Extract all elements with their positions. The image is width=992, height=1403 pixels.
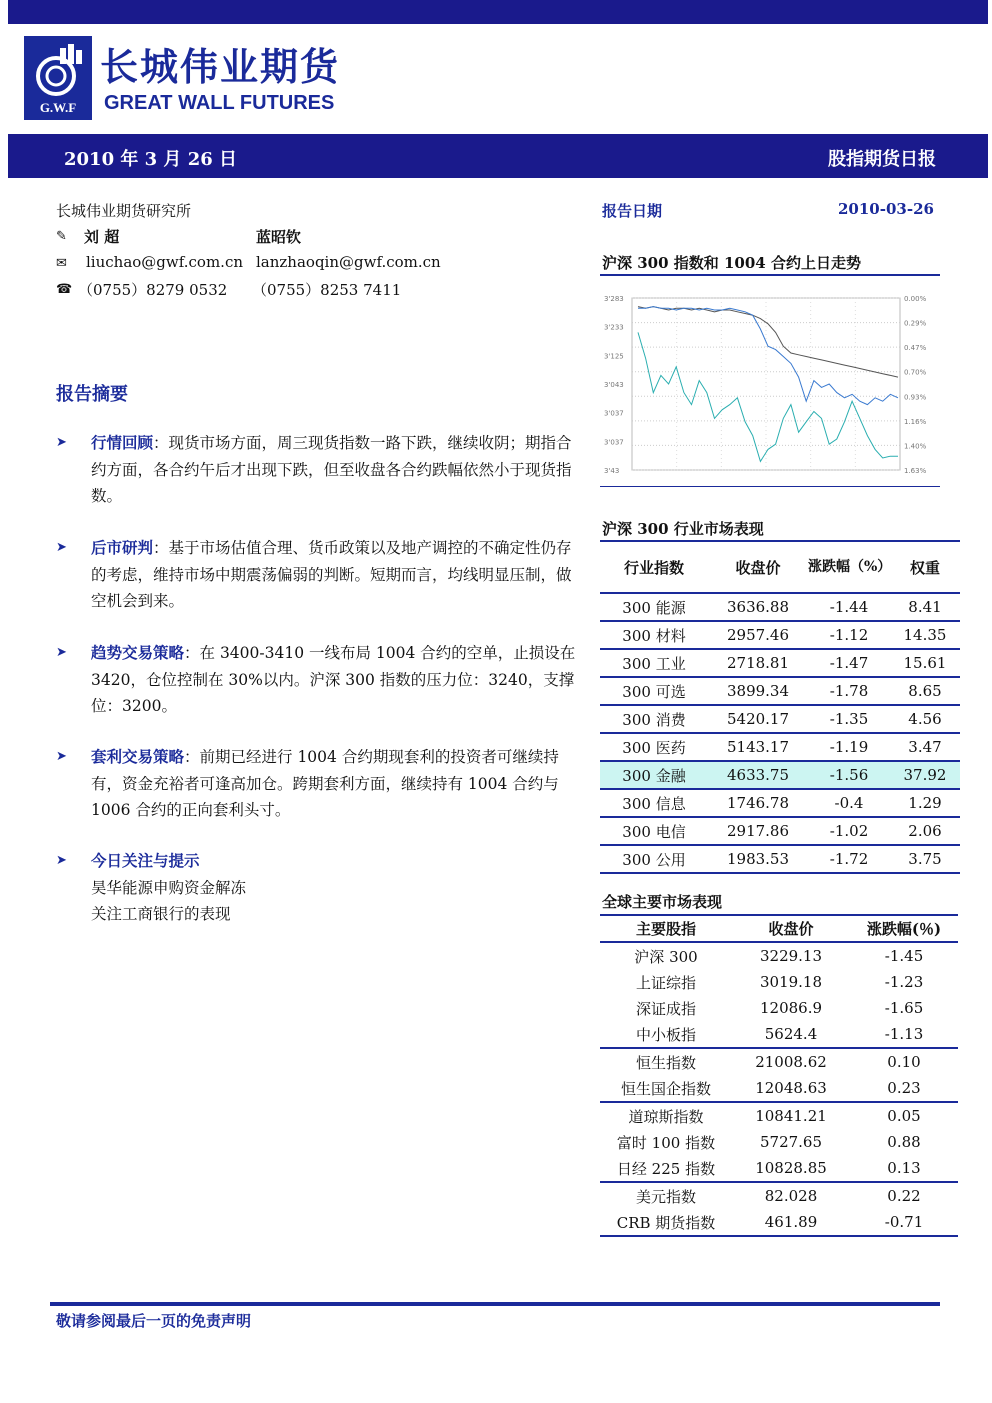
table-cell: 4.56	[890, 705, 960, 733]
right-tick-label: 1.16%	[904, 417, 927, 426]
table-cell: -1.44	[808, 593, 890, 621]
table-cell: -1.47	[808, 649, 890, 677]
table-cell: 461.89	[732, 1209, 850, 1236]
table-cell: 0.05	[887, 1107, 921, 1125]
table-row	[600, 969, 958, 995]
report-date-value: 2010-03-26	[838, 200, 934, 218]
table-cell: 3019.18	[759, 973, 823, 991]
contact-phone-2: （0755）8253 7411	[252, 281, 402, 299]
envelope-icon: ✉	[56, 256, 67, 271]
table-cell: 3229.13	[759, 947, 823, 965]
sector-table	[600, 542, 960, 874]
disclaimer-note: 敬请参阅最后一页的免责声明	[56, 1312, 252, 1330]
summary-text: ：基于市场估值合理、货币政策以及地产调控的不确定性仍存的考虑，维持市场中期震荡偏弱的判断。短期而言，均线明显压制，做空机会到来。	[91, 539, 572, 610]
right-tick-label: 1.63%	[904, 467, 927, 475]
table-cell: 上证综指	[635, 973, 696, 992]
table-cell: 0.10	[887, 1053, 921, 1071]
table-cell: 2.06	[890, 817, 960, 845]
table-cell: 300 公用	[600, 845, 708, 873]
table-cell: 5624.4	[732, 1021, 850, 1048]
header-cell: 收盘价	[732, 915, 850, 942]
chart-frame	[632, 298, 900, 470]
contact-phone-1: （0755）8279 0532	[78, 281, 228, 299]
table-header-row	[600, 915, 958, 942]
contact-email-2[interactable]: lanzhaoqin@gwf.com.cn	[256, 253, 441, 271]
table-cell: 中小板指	[600, 1021, 732, 1048]
table-cell: 300 可选	[600, 677, 708, 705]
table-row	[600, 1129, 958, 1155]
table-cell: 3.75	[890, 845, 960, 873]
table-cell: 深证成指	[635, 999, 696, 1018]
table-cell: 1983.53	[708, 845, 808, 873]
focus-line: 昊华能源申购资金解冻	[91, 878, 247, 897]
global-table-title: 全球主要市场表现	[602, 893, 723, 911]
table-cell: 0.23	[850, 1075, 958, 1102]
table-row	[600, 1102, 958, 1129]
table-cell: 14.35	[890, 621, 960, 649]
table-cell: 300 工业	[600, 649, 708, 677]
arrow-bullet-icon: ➤	[56, 749, 67, 764]
arrow-bullet-icon: ➤	[56, 645, 67, 660]
table-row	[600, 733, 960, 761]
table-row	[600, 1155, 958, 1182]
table-row	[600, 621, 960, 649]
table-cell: 2718.81	[708, 649, 808, 677]
left-tick-label: 3'43	[604, 467, 620, 475]
arrow-bullet-icon: ➤	[56, 435, 67, 450]
table-cell: -1.56	[808, 761, 890, 789]
summary-keyword: 套利交易策略	[91, 747, 185, 766]
table-cell: 4633.75	[708, 761, 808, 789]
global-table	[600, 915, 958, 1237]
date-bar	[8, 134, 988, 178]
table-cell: 10841.21	[755, 1107, 827, 1125]
table-row	[600, 677, 960, 705]
table-cell: 10828.85	[732, 1155, 850, 1182]
table-cell: 15.61	[890, 649, 960, 677]
table-cell: 5420.17	[708, 705, 808, 733]
intraday-chart	[600, 282, 940, 482]
arrow-bullet-icon: ➤	[56, 853, 67, 868]
phone-icon: ☎	[56, 282, 73, 297]
summary-item	[56, 640, 581, 720]
right-tick-label: 0.93%	[904, 393, 927, 402]
table-cell: 3899.34	[708, 677, 808, 705]
edit-icon: ✎	[56, 229, 67, 244]
table-cell: 沪深 300	[634, 947, 698, 966]
table-header-row	[600, 542, 960, 593]
table-cell: -1.02	[808, 817, 890, 845]
table-row	[600, 789, 960, 817]
table-cell: 5727.65	[759, 1133, 823, 1151]
contact-names-row	[56, 226, 67, 244]
brand-name-cn: 长城伟业期货	[100, 45, 341, 89]
table-cell: 2957.46	[708, 621, 808, 649]
table-row	[600, 761, 960, 789]
brand-name-en: GREAT WALL FUTURES	[104, 92, 335, 114]
series-line-2	[638, 307, 898, 405]
right-tick-label: 0.29%	[904, 319, 927, 328]
table-row	[600, 995, 958, 1021]
table-cell: 12086.9	[759, 999, 823, 1017]
table-cell: -1.23	[884, 973, 924, 991]
chart-title: 沪深 300 指数和 1004 合约上日走势	[602, 254, 861, 272]
institute-name: 长城伟业期货研究所	[56, 202, 192, 220]
table-cell: 日经 225 指数	[600, 1155, 732, 1182]
report-date-header: 2010 年 3 月 26 日	[64, 149, 238, 170]
table-cell: 0.88	[887, 1133, 921, 1151]
table-cell: 5143.17	[708, 733, 808, 761]
table-cell: -1.72	[808, 845, 890, 873]
table-row	[600, 593, 960, 621]
summary-item	[56, 848, 581, 928]
table-cell: -0.4	[808, 789, 890, 817]
table-cell: 300 能源	[600, 593, 708, 621]
table-cell: 37.92	[890, 761, 960, 789]
focus-line: 关注工商银行的表现	[91, 905, 231, 923]
header-cell: 涨跌幅（%）	[808, 542, 890, 593]
summary-item	[56, 744, 581, 824]
table-cell: 0.22	[887, 1187, 921, 1205]
table-cell: 21008.62	[755, 1053, 827, 1071]
table-cell: 富时 100 指数	[616, 1133, 716, 1152]
right-tick-label: 0.70%	[904, 368, 927, 377]
header-cell: 涨跌幅(％)	[850, 915, 958, 942]
report-type: 股指期货日报	[828, 149, 936, 170]
summary-text: ：在 3400-3410 一线布局 1004 合约的空单，止损设在 3420，仓位控制在 30%以内。沪深 300 指数的压力位：3240，支撑位：3200。	[91, 644, 576, 715]
contact-email-1[interactable]: liuchao@gwf.com.cn	[86, 253, 244, 271]
table-row	[600, 649, 960, 677]
table-cell: 12048.63	[732, 1075, 850, 1102]
header-cell: 收盘价	[708, 542, 808, 593]
table-cell: 300 消费	[600, 705, 708, 733]
table-cell: -1.35	[808, 705, 890, 733]
logo-emblem-icon	[24, 40, 92, 102]
table-cell: -1.65	[884, 999, 924, 1017]
right-tick-label: 0.47%	[904, 344, 927, 353]
table-row	[600, 845, 960, 873]
left-tick-label: 3'037	[604, 409, 624, 418]
table-cell: 道琼斯指数	[628, 1107, 704, 1126]
header-cell: 主要股指	[600, 915, 732, 942]
header-cell: 权重	[890, 542, 960, 593]
left-tick-label: 3'233	[604, 323, 624, 332]
table-cell: 3.47	[890, 733, 960, 761]
left-tick-label: 3'125	[604, 352, 624, 361]
report-date-label: 报告日期	[602, 202, 663, 220]
table-cell: 8.65	[890, 677, 960, 705]
table-cell: -1.12	[808, 621, 890, 649]
table-cell: 1.29	[890, 789, 960, 817]
table-cell: 0.13	[850, 1155, 958, 1182]
table-cell: 恒生国企指数	[600, 1075, 732, 1102]
table-row	[600, 1209, 958, 1236]
summary-item	[56, 430, 581, 510]
table-cell: -1.19	[808, 733, 890, 761]
right-tick-label: 0.00%	[904, 295, 927, 303]
divider	[600, 486, 940, 487]
table-cell: 300 电信	[600, 817, 708, 845]
summary-text: ：前期已经进行 1004 合约期现套利的投资者可继续持有，资金充裕者可逢高加仓。跨期套利方面，继续持有 1004 合约与 1006 合约的正向套利头寸。	[91, 748, 559, 819]
table-cell: -1.78	[808, 677, 890, 705]
left-tick-label: 3'043	[604, 381, 624, 389]
contact-name-2: 蓝昭钦	[256, 228, 302, 246]
table-row	[600, 705, 960, 733]
table-cell: 300 医药	[600, 733, 708, 761]
right-tick-label: 1.40%	[904, 442, 927, 451]
logo-abbr: G.W.F	[39, 100, 77, 115]
table-row	[600, 1021, 958, 1048]
table-row	[600, 942, 958, 969]
table-cell: 300 材料	[600, 621, 708, 649]
table-cell: 美元指数	[635, 1187, 696, 1206]
company-logo	[24, 36, 92, 120]
divider	[600, 274, 940, 276]
left-tick-label: 3'283	[604, 295, 624, 303]
summary-keyword: 行情回顾	[91, 433, 154, 452]
summary-item	[56, 535, 581, 615]
arrow-bullet-icon: ➤	[56, 540, 67, 555]
summary-title: 报告摘要	[56, 384, 128, 405]
table-cell: 8.41	[890, 593, 960, 621]
table-cell: -0.71	[850, 1209, 958, 1236]
table-row	[600, 1182, 958, 1209]
table-cell: -1.13	[850, 1021, 958, 1048]
sector-table-title: 沪深 300 行业市场表现	[602, 520, 764, 538]
summary-text: ：现货市场方面，周三现货指数一路下跌，继续收阴；期指合约方面，各合约午后才出现下跌，但至收盘各合约跌幅依然小于现货指数。	[91, 434, 572, 505]
table-cell: 恒生指数	[635, 1053, 696, 1072]
table-row	[600, 1048, 958, 1075]
summary-keyword: 趋势交易策略	[91, 643, 185, 662]
summary-keyword: 后市研判	[91, 538, 154, 557]
footer-rule	[50, 1302, 940, 1306]
table-row	[600, 817, 960, 845]
contact-name-1: 刘 超	[84, 228, 120, 246]
table-cell: 3636.88	[708, 593, 808, 621]
table-row	[600, 1075, 958, 1102]
table-cell: 2917.86	[708, 817, 808, 845]
chart-svg	[600, 282, 940, 482]
table-cell: 300 信息	[600, 789, 708, 817]
left-tick-label: 3'037	[604, 438, 624, 447]
top-banner	[8, 0, 988, 24]
table-cell: -1.45	[884, 947, 924, 965]
header-cell: 行业指数	[600, 542, 708, 593]
table-cell: 300 金融	[600, 761, 708, 789]
table-cell: 1746.78	[708, 789, 808, 817]
table-cell: CRB 期货指数	[600, 1209, 732, 1236]
table-cell: 82.028	[764, 1187, 818, 1205]
summary-keyword: 今日关注与提示	[91, 851, 200, 870]
